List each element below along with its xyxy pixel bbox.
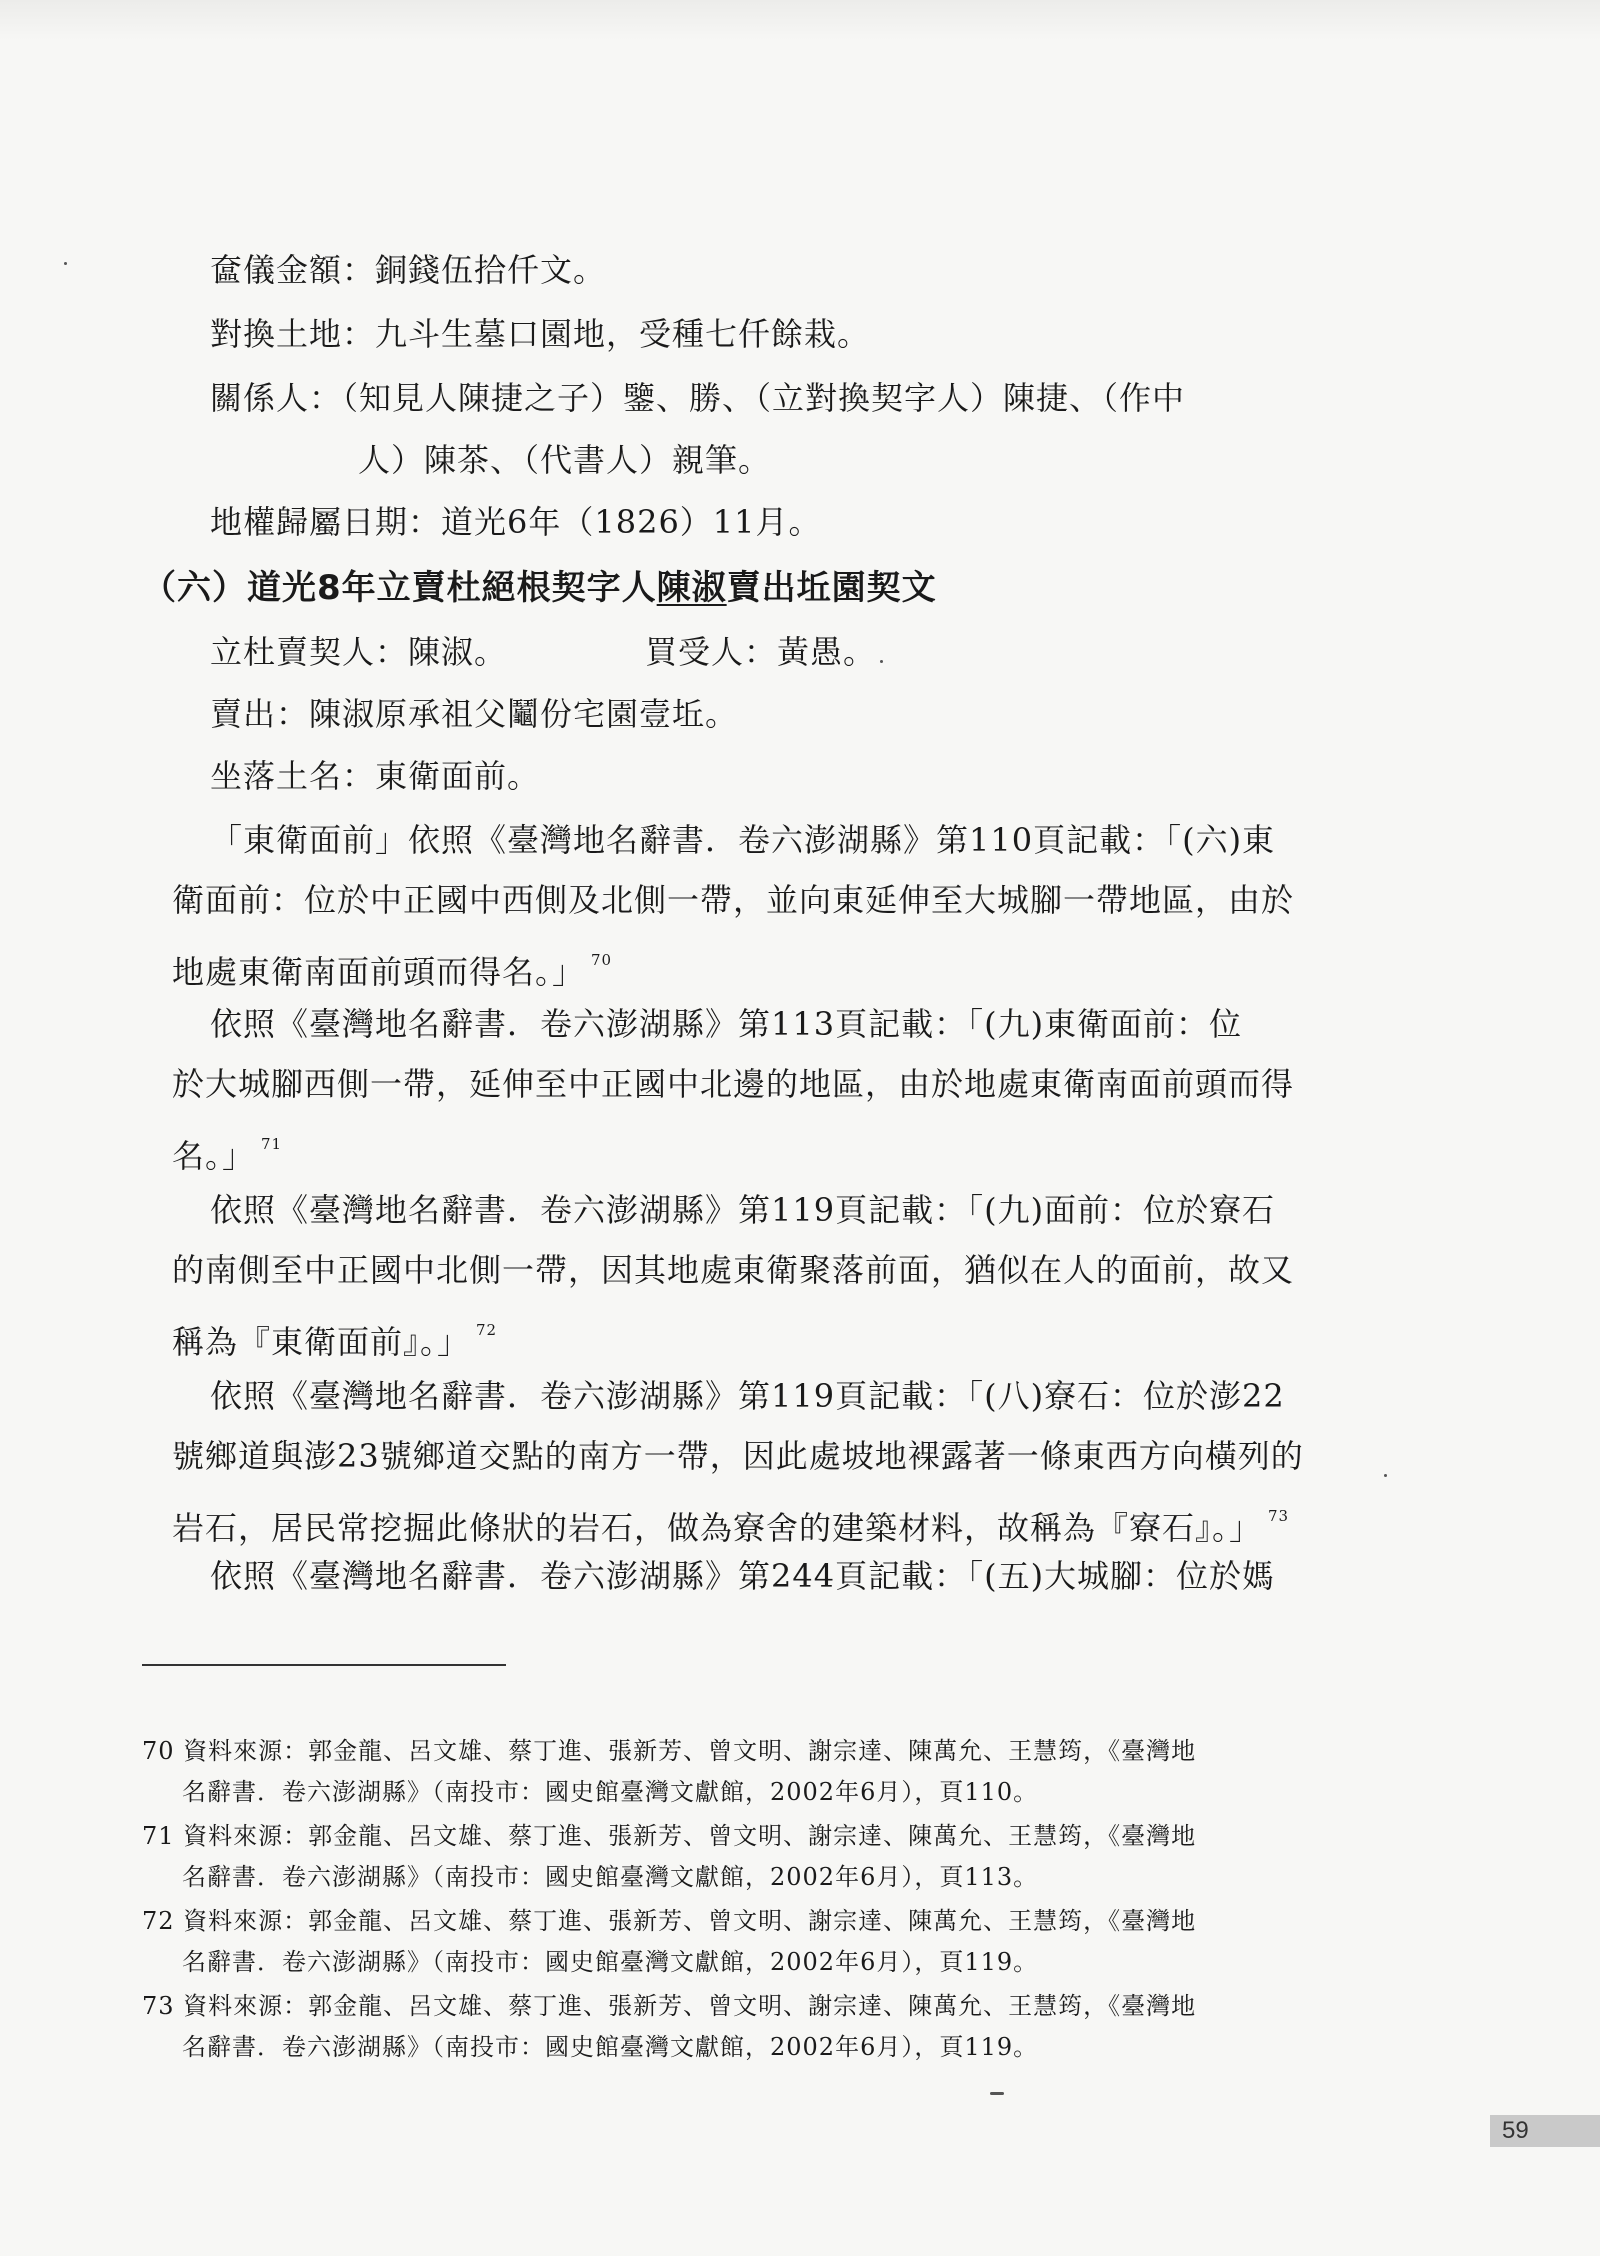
paragraph-1-line-1: 「東衛面前」依照《臺灣地名辭書．卷六澎湖縣》第110頁記載：「(六)東 (210, 821, 1276, 859)
paragraph-1-text: 地處東衛南面前頭而得名。」 (172, 953, 586, 991)
note-ref-72: 72 (476, 1321, 498, 1339)
paragraph-5-line-1: 依照《臺灣地名辭書．卷六澎湖縣》第244頁記載：「(五)大城腳：位於媽 (210, 1557, 1276, 1595)
field-related-parties-cont: 人）陳茶、（代書人）親筆。 (358, 441, 772, 479)
scan-speck (1384, 1474, 1387, 1477)
paragraph-3-line-2: 的南側至中正國中北側一帶，因其地處東衛聚落前面，猶似在人的面前，故又 (172, 1251, 1295, 1289)
paragraph-2-line-3 (172, 1124, 282, 1176)
field-exchange-land: 對換土地：九斗生墓口園地，受種七仟餘栽。 (210, 315, 871, 353)
scan-speck (990, 2092, 1004, 2095)
note-ref-70: 70 (591, 951, 613, 969)
section-heading-after: 賣出坵園契文 (726, 568, 937, 608)
note-ref-71: 71 (261, 1135, 283, 1153)
paragraph-1-line-3 (172, 940, 612, 992)
footnote-71-line-2: 名辭書．卷六澎湖縣》（南投市：國史館臺灣文獻館，2002年6月），頁113。 (182, 1863, 1039, 1891)
page-number: 59 (1490, 2115, 1600, 2147)
paragraph-4-line-3 (172, 1496, 1289, 1548)
footnote-70-line-2: 名辭書．卷六澎湖縣》（南投市：國史館臺灣文獻館，2002年6月），頁110。 (182, 1778, 1039, 1806)
field-buyer: 買受人：黃愚。 (645, 633, 877, 671)
paragraph-2-line-1: 依照《臺灣地名辭書．卷六澎湖縣》第113頁記載：「(九)東衛面前：位 (210, 1005, 1243, 1043)
footnote-73-line-1: 73 資料來源：郭金龍、呂文雄、蔡丁進、張新芳、曾文明、謝宗達、陳萬允、王慧筠，《臺灣地 (142, 1992, 1197, 2020)
scan-speck (64, 262, 67, 265)
scan-speck (880, 660, 883, 663)
paragraph-4-text: 岩石，居民常挖掘此條狀的岩石，做為寮舍的建築材料，故稱為『寮石』。」 (172, 1509, 1263, 1547)
paragraph-2-line-2: 於大城腳西側一帶，延伸至中正國中北邊的地區，由於地處東衛南面前頭而得 (172, 1065, 1295, 1103)
note-ref-73: 73 (1268, 1507, 1290, 1525)
footnote-73-line-2: 名辭書．卷六澎湖縣》（南投市：國史館臺灣文獻館，2002年6月），頁119。 (182, 2033, 1039, 2061)
section-heading-before: （六）道光8年立賣杜絕根契字人 (142, 568, 657, 608)
field-sold: 賣出：陳淑原承祖父鬮份宅園壹坵。 (210, 695, 739, 733)
section-heading (142, 568, 937, 608)
field-location: 坐落土名：東衛面前。 (210, 757, 541, 795)
field-gift-amount: 奩儀金額：銅錢伍拾仟文。 (210, 251, 607, 289)
footnote-71-line-1: 71 資料來源：郭金龍、呂文雄、蔡丁進、張新芳、曾文明、謝宗達、陳萬允、王慧筠，《臺灣地 (142, 1822, 1197, 1850)
paragraph-3-text: 稱為『東衛面前』。」 (172, 1323, 471, 1361)
footnote-70-line-1: 70 資料來源：郭金龍、呂文雄、蔡丁進、張新芳、曾文明、謝宗達、陳萬允、王慧筠，《臺灣地 (142, 1737, 1197, 1765)
footnote-72-line-1: 72 資料來源：郭金龍、呂文雄、蔡丁進、張新芳、曾文明、謝宗達、陳萬允、王慧筠，《臺灣地 (142, 1907, 1197, 1935)
field-ownership-date: 地權歸屬日期：道光6年（1826）11月。 (210, 503, 822, 541)
section-heading-name: 陳淑 (656, 568, 727, 608)
footnote-72-line-2: 名辭書．卷六澎湖縣》（南投市：國史館臺灣文獻館，2002年6月），頁119。 (182, 1948, 1039, 1976)
paragraph-3-line-3 (172, 1310, 497, 1362)
field-related-parties: 關係人：（知見人陳捷之子）鑒、勝、（立對換契字人）陳捷、（作中 (210, 379, 1186, 417)
paragraph-1-line-2: 衛面前：位於中正國中西側及北側一帶，並向東延伸至大城腳一帶地區，由於 (172, 881, 1295, 919)
paragraph-3-line-1: 依照《臺灣地名辭書．卷六澎湖縣》第119頁記載：「(九)面前：位於寮石 (210, 1191, 1276, 1229)
footnote-divider (142, 1664, 506, 1666)
paragraph-2-text: 名。」 (172, 1137, 256, 1175)
paragraph-4-line-1: 依照《臺灣地名辭書．卷六澎湖縣》第119頁記載：「(八)寮石：位於澎22 (210, 1377, 1285, 1415)
scan-top-edge (0, 0, 1600, 40)
field-seller: 立杜賣契人：陳淑。 (210, 633, 508, 671)
paragraph-4-line-2: 號鄉道與澎23號鄉道交點的南方一帶，因此處坡地裸露著一條東西方向橫列的 (172, 1437, 1304, 1475)
